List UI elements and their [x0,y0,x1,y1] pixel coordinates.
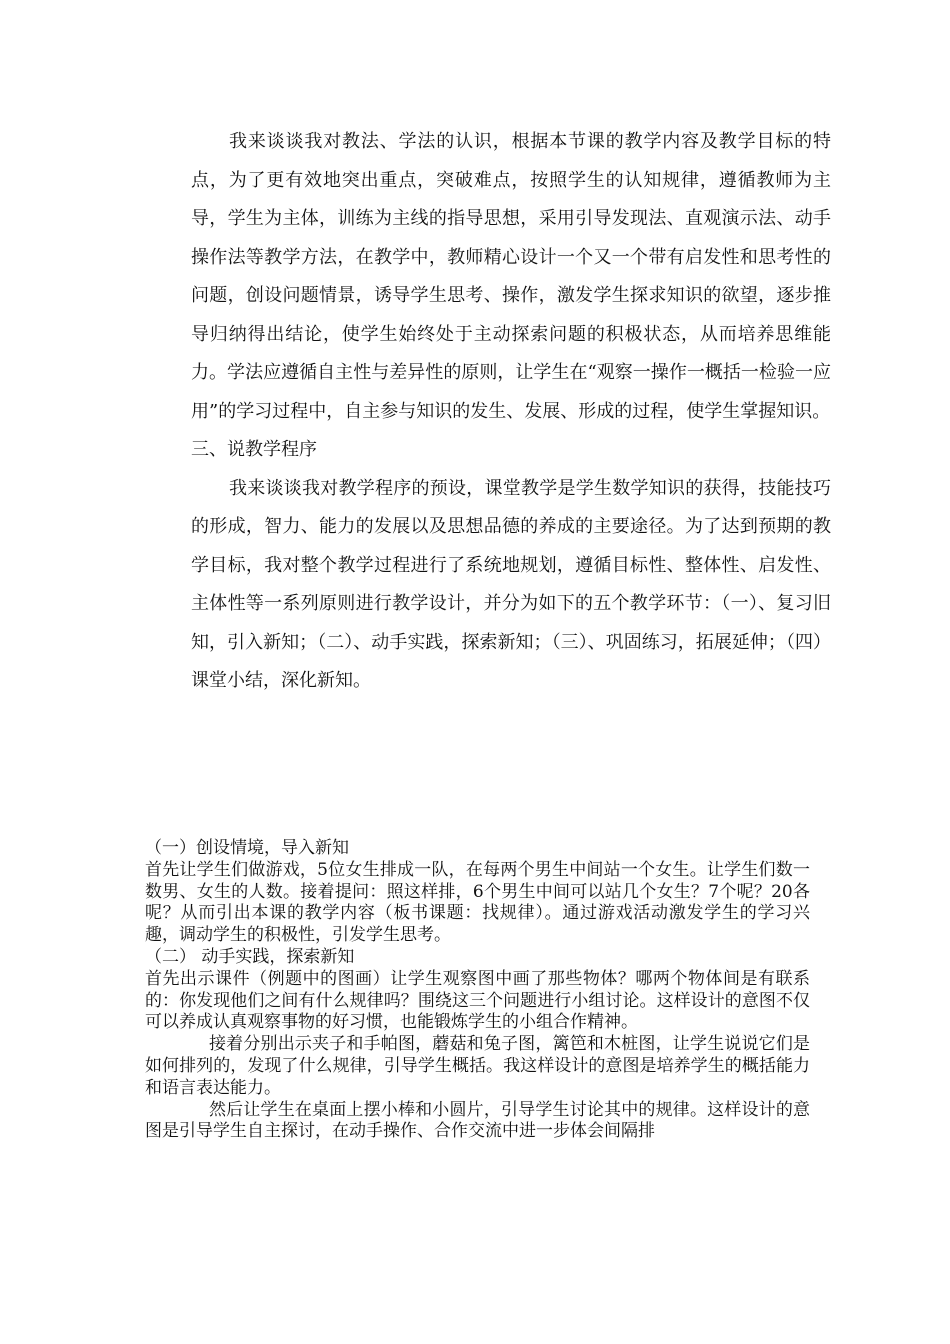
step-1-paragraph: 首先让学生们做游戏，5位女生排成一队，在每两个男生中间站一个女生。让学生们数一数男、女生的人数。接着提问：照这样排，6个男生中间可以站几个女生？7个呢？20各呢？从而引出本课的教学内容（板书课题：找规律）。通过游戏活动激发学生的学习兴趣，调动学生的积极性，引发学生思考。 [145,859,810,946]
step-2-paragraph-continued: 接着分别出示夹子和手帕图，蘑菇和兔子图，篱笆和木桩图，让学生说说它们是如何排列的，发现了什么规律，引导学生概括。我这样设计的意图是培养学生的概括能力和语言表达能力。 [145,1034,810,1098]
teaching-method-paragraph: 我来谈谈我对教法、学法的认识，根据本节课的教学内容及教学目标的特点，为了更有效地突出重点，突破难点，按照学生的认知规律，遵循教师为主导，学生为主体，训练为主线的指导思想，采用引导发现法、直观演示法、动手操作法等教学方法，在教学中，教师精心设计一个又一个带有启发性和思考性的问题，创设问题情景，诱导学生思考、操作，激发学生探求知识的欲望，逐步推导归纳得出结论，使学生始终处于主动探索问题的积极状态，从而培养思维能力。学法应遵循自主性与差异性的原则，让学生在“观察一操作一概括一检验一应用”的学习过程中，自主参与知识的发生、发展、形成的过程，使学生掌握知识。 [191,131,831,422]
section-heading-teaching-procedure: 三、说教学程序 [191,439,317,460]
teaching-steps-section [145,838,810,1143]
step-2-paragraph-final: 然后让学生在桌面上摆小棒和小圆片，引导学生讨论其中的规律。这样设计的意图是引导学生自主探讨，在动手操作、合作交流中进一步体会间隔排 [145,1099,810,1142]
teaching-method-section [191,123,831,701]
step-heading-1: （一）创设情境，导入新知 [145,838,349,858]
step-heading-2: （二） 动手实践，探索新知 [145,946,355,967]
step-2-paragraph: 首先出示课件（例题中的图画）让学生观察图中画了那些物体？哪两个物体间是有联系的：你发现他们之间有什么规律吗？围绕这三个问题进行小组讨论。这样设计的意图不仅可以养成认真观察事物的好习惯，也能锻炼学生的小组合作精神。 [145,968,810,1033]
teaching-procedure-paragraph: 我来谈谈我对教学程序的预设，课堂教学是学生数学知识的获得，技能技巧的形成，智力、能力的发展以及思想品德的养成的主要途径。为了达到预期的教学目标，我对整个教学过程进行了系统地规划，遵循目标性、整体性、启发性、主体性等一系列原则进行教学设计，并分为如下的五个教学环节：（一）、复习旧知，引入新知；（二）、动手实践，探索新知；（三）、巩固练习，拓展延伸；（四）课堂小结，深化新知。 [191,477,831,691]
